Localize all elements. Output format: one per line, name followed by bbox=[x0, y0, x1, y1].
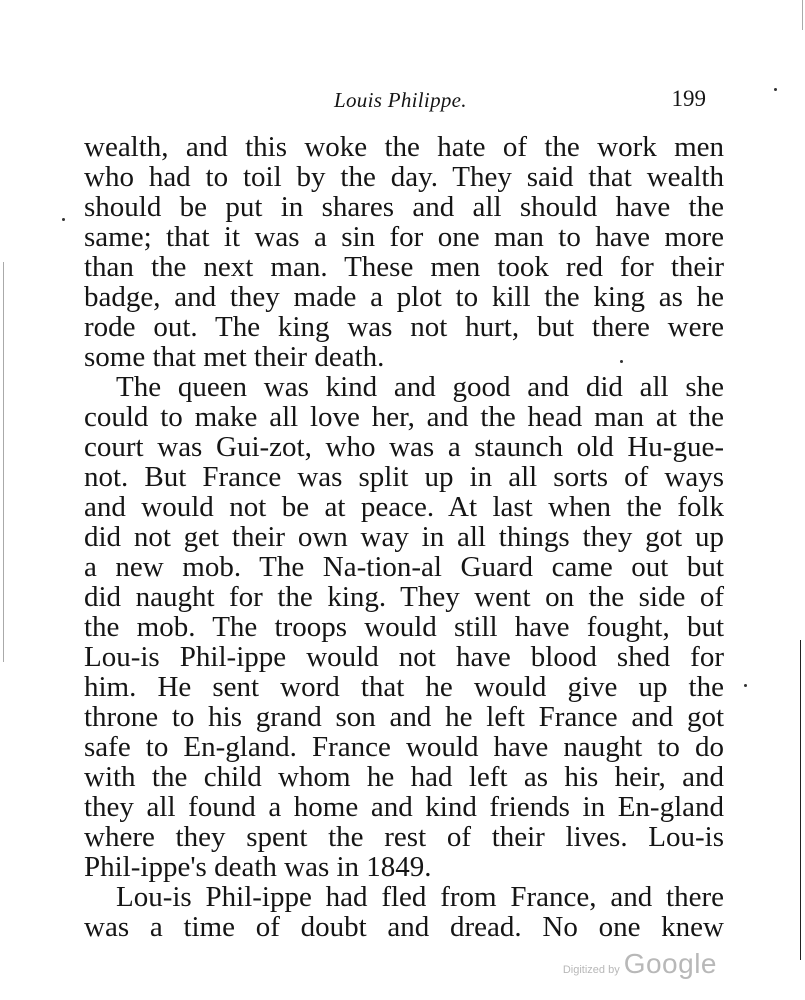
body-text bbox=[84, 132, 724, 942]
text-line: where they spent the rest of their lives. Lou-is bbox=[84, 821, 724, 853]
text-line: Phil-ippe's death was in 1849. bbox=[84, 851, 432, 883]
text-line: than the next man. These men took red for their bbox=[84, 251, 724, 283]
text-line: should be put in shares and all should have the bbox=[84, 191, 724, 223]
text-line: rode out. The king was not hurt, but there were bbox=[84, 311, 724, 343]
text-line: wealth, and this woke the hate of the work men bbox=[84, 131, 724, 163]
text-line: same; that it was a sin for one man to have more bbox=[84, 221, 724, 253]
scan-speck bbox=[620, 360, 623, 363]
text-line: could to make all love her, and the head man at the bbox=[84, 401, 724, 433]
text-line: did not get their own way in all things they got up bbox=[84, 521, 724, 553]
text-line: throne to his grand son and he left France and got bbox=[84, 701, 724, 733]
text-line: was a time of doubt and dread. No one knew bbox=[84, 911, 724, 943]
scan-speck bbox=[62, 218, 65, 221]
text-line: him. He sent word that he would give up the bbox=[84, 671, 724, 703]
text-line: and would not be at peace. At last when the folk bbox=[84, 491, 724, 523]
watermark-prefix: Digitized by bbox=[562, 964, 620, 976]
digitized-by-google-watermark bbox=[563, 948, 717, 980]
text-line: badge, and they made a plot to kill the king as he bbox=[84, 281, 724, 313]
text-line: the mob. The troops would still have fought, but bbox=[84, 611, 724, 643]
page-number: 199 bbox=[671, 86, 706, 111]
scan-speck bbox=[744, 684, 747, 687]
text-line: they all found a home and kind friends in En-gland bbox=[84, 791, 724, 823]
text-line: who had to toil by the day. They said that wealth bbox=[84, 161, 724, 193]
google-logo-text: Google bbox=[623, 948, 717, 979]
text-line: Lou-is Phil-ippe would not have blood shed for bbox=[84, 641, 724, 673]
paragraph-start-line: The queen was kind and good and did all she bbox=[116, 371, 724, 403]
text-line: did naught for the king. They went on the side of bbox=[84, 581, 724, 613]
page-edge-right bbox=[800, 640, 801, 960]
page-edge-left bbox=[3, 262, 4, 662]
text-line: a new mob. The Na-tion-al Guard came out but bbox=[84, 551, 724, 583]
paragraph-start-line: Lou-is Phil-ippe had fled from France, and there bbox=[116, 881, 724, 913]
running-title: Louis Philippe. bbox=[334, 88, 467, 112]
running-head bbox=[84, 84, 714, 118]
text-line: some that met their death. bbox=[84, 341, 385, 373]
page-edge-right-top bbox=[802, 0, 803, 30]
text-line: court was Gui-zot, who was a staunch old Hu-gue- bbox=[84, 431, 724, 463]
text-line: safe to En-gland. France would have naught to do bbox=[84, 731, 724, 763]
text-line: with the child whom he had left as his heir, and bbox=[84, 761, 724, 793]
scan-speck bbox=[774, 88, 777, 91]
text-line: not. But France was split up in all sorts of ways bbox=[84, 461, 724, 493]
